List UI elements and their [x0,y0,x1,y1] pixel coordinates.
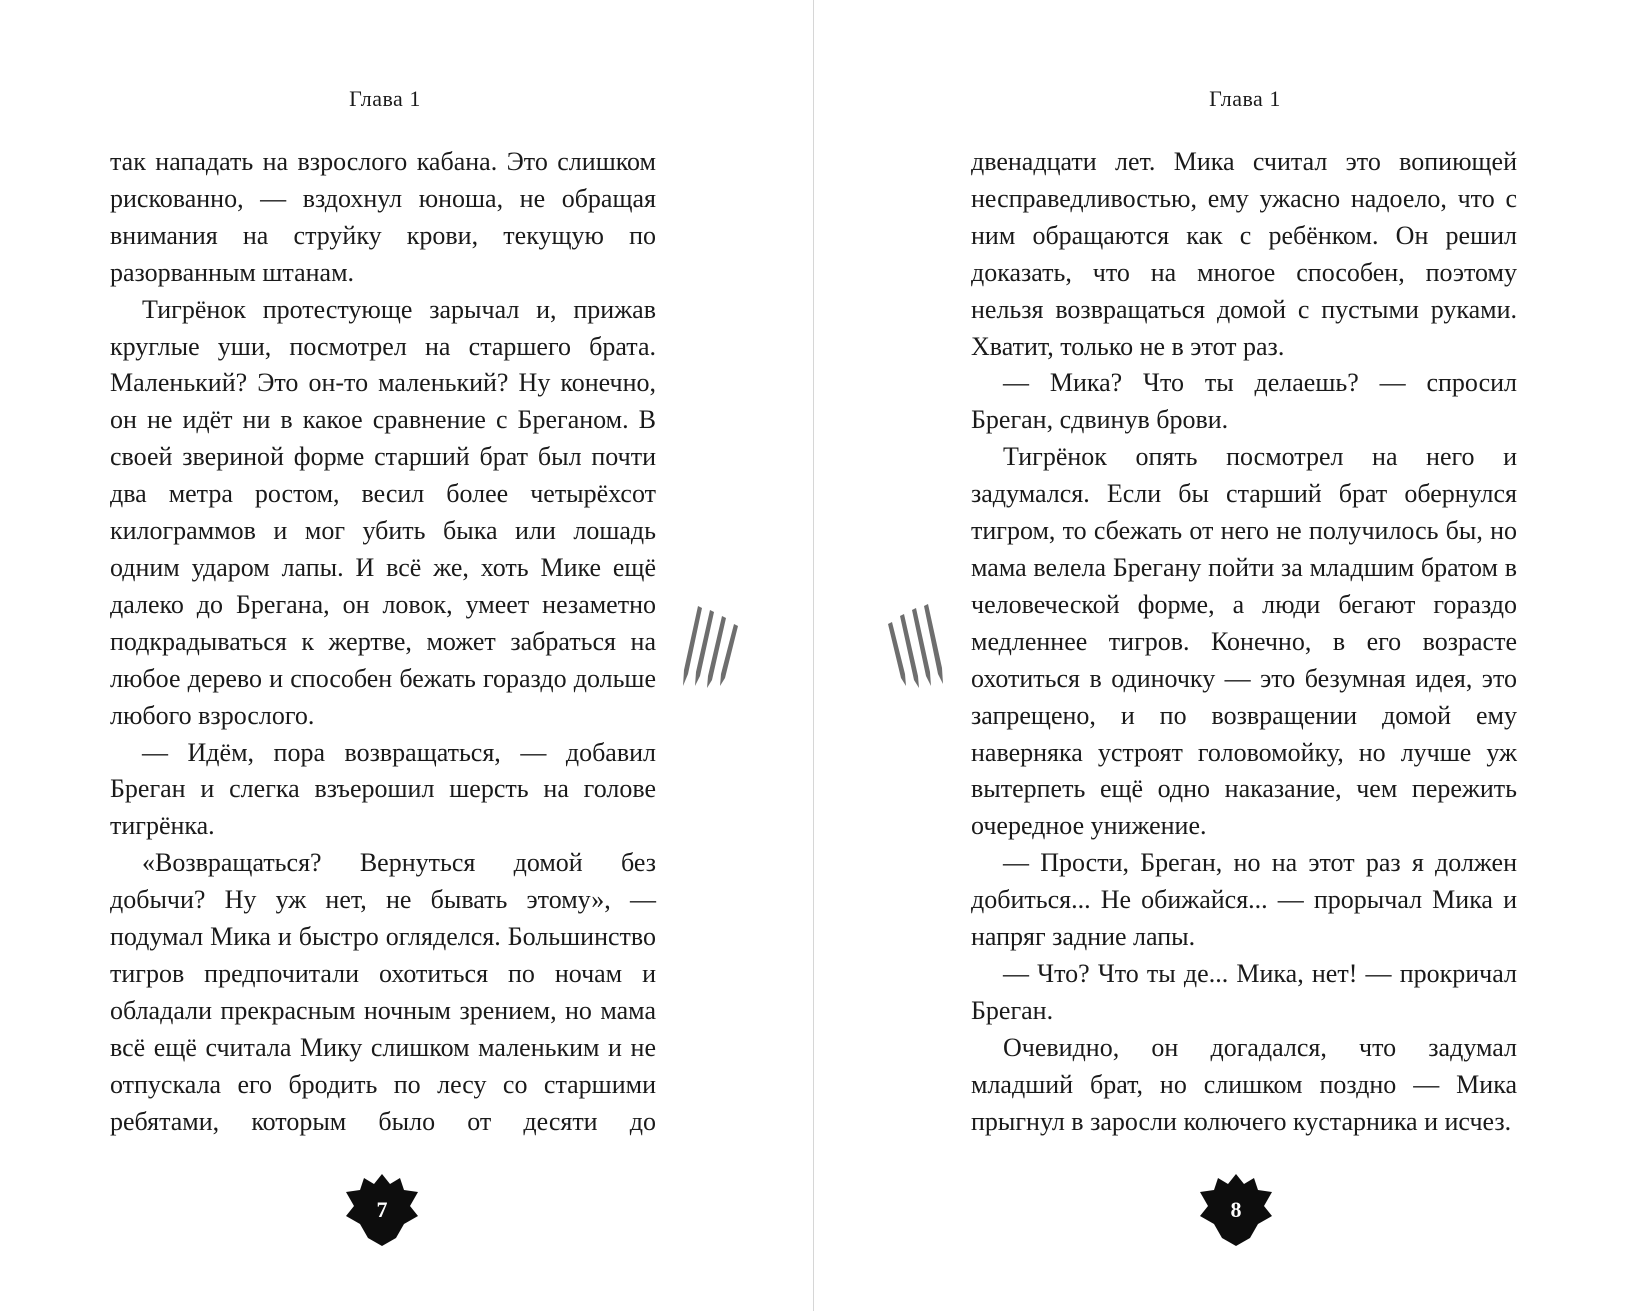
paragraph: Тигрёнок опять посмотрел на него и задумался. Если бы старший брат обернулся тигром, то сбежать от него не получилось бы, но мама велела Брегану пойти за младшим братом в человеческой форме, а люди бегают гораздо медленнее тигров. Конечно, в его возрасте охотиться в одиночку — это безумная идея, это запрещено, и по возвращении домой ему наверняка устроят головомойку, но лучше уж вытерпеть ещё одно наказание, чем пережить очередное унижение. [971,442,1517,841]
body-text [110,144,656,1140]
paragraph: — Прости, Бреган, но на этот раз я должен добиться... Не обижайся... — прорычал Мика и напряг задние лапы. [971,848,1517,952]
paragraph: — Что? Что ты де... Мика, нет! — прокричал Бреган. [971,958,1517,1025]
page-number-badge [344,1172,420,1248]
claw-marks-icon [884,604,946,688]
running-head: Глава 1 [349,86,421,111]
paragraph: — Мика? Что ты делаешь? — спросил Бреган, сдвинув брови. [971,368,1517,435]
claw-marks-icon [680,604,742,688]
page-number: 8 [1230,1197,1242,1222]
page-number-badge [1198,1172,1274,1248]
paragraph: — Идём, пора возвращаться, — добавил Бреган и слегка взъерошил шерсть на голове тигрёнка. [110,737,656,841]
paragraph: так нападать на взрослого кабана. Это слишком рискованно, — вздохнул юноша, не обращая внимания на струйку крови, текущую по разорванным штанам. [110,147,656,287]
paragraph: Тигрёнок протестующе зарычал и, прижав круглые уши, посмотрел на старшего брата. Маленький? Это он-то маленький? Ну конечно, он не идёт ни в какое сравнение с Бреганом. В своей звериной форме старший брат был почти два метра ростом, весил более четырёхсот килограммов и мог убить быка или лошадь одним ударом лапы. И всё же, хоть Мике ещё далеко до Брегана, он ловок, умеет незаметно подкрадываться к жертве, может забраться на любое дерево и способен бежать гораздо дольше любого взрослого. [110,294,656,730]
paragraph: двенадцати лет. Мика считал это вопиющей несправедливостью, ему ужасно надоело, что с ним обращаются как с ребёнком. Он решил доказать, что на многое способен, поэтому нельзя возвращаться домой с пустыми руками. Хватит, только не в этот раз. [971,147,1517,361]
paragraph: Очевидно, он догадался, что задумал младший брат, но слишком поздно — Мика прыгнул в заросли колючего кустарника и исчез. [971,1032,1517,1136]
page-number: 7 [376,1197,388,1222]
body-text [971,144,1517,1140]
paragraph: «Возвращаться? Вернуться домой без добычи? Ну уж нет, не бывать этому», — подумал Мика и быстро огляделся. Большинство тигров предпочитали охотиться по ночам и обладали прекрасным ночным зрением, но мама всё ещё считала Мику слишком маленьким и не отпускала его бродить по лесу со старшими ребятами, которым было от десяти до [110,848,656,1136]
running-head: Глава 1 [1209,86,1281,111]
left-page [0,0,813,1311]
right-page [814,0,1628,1311]
